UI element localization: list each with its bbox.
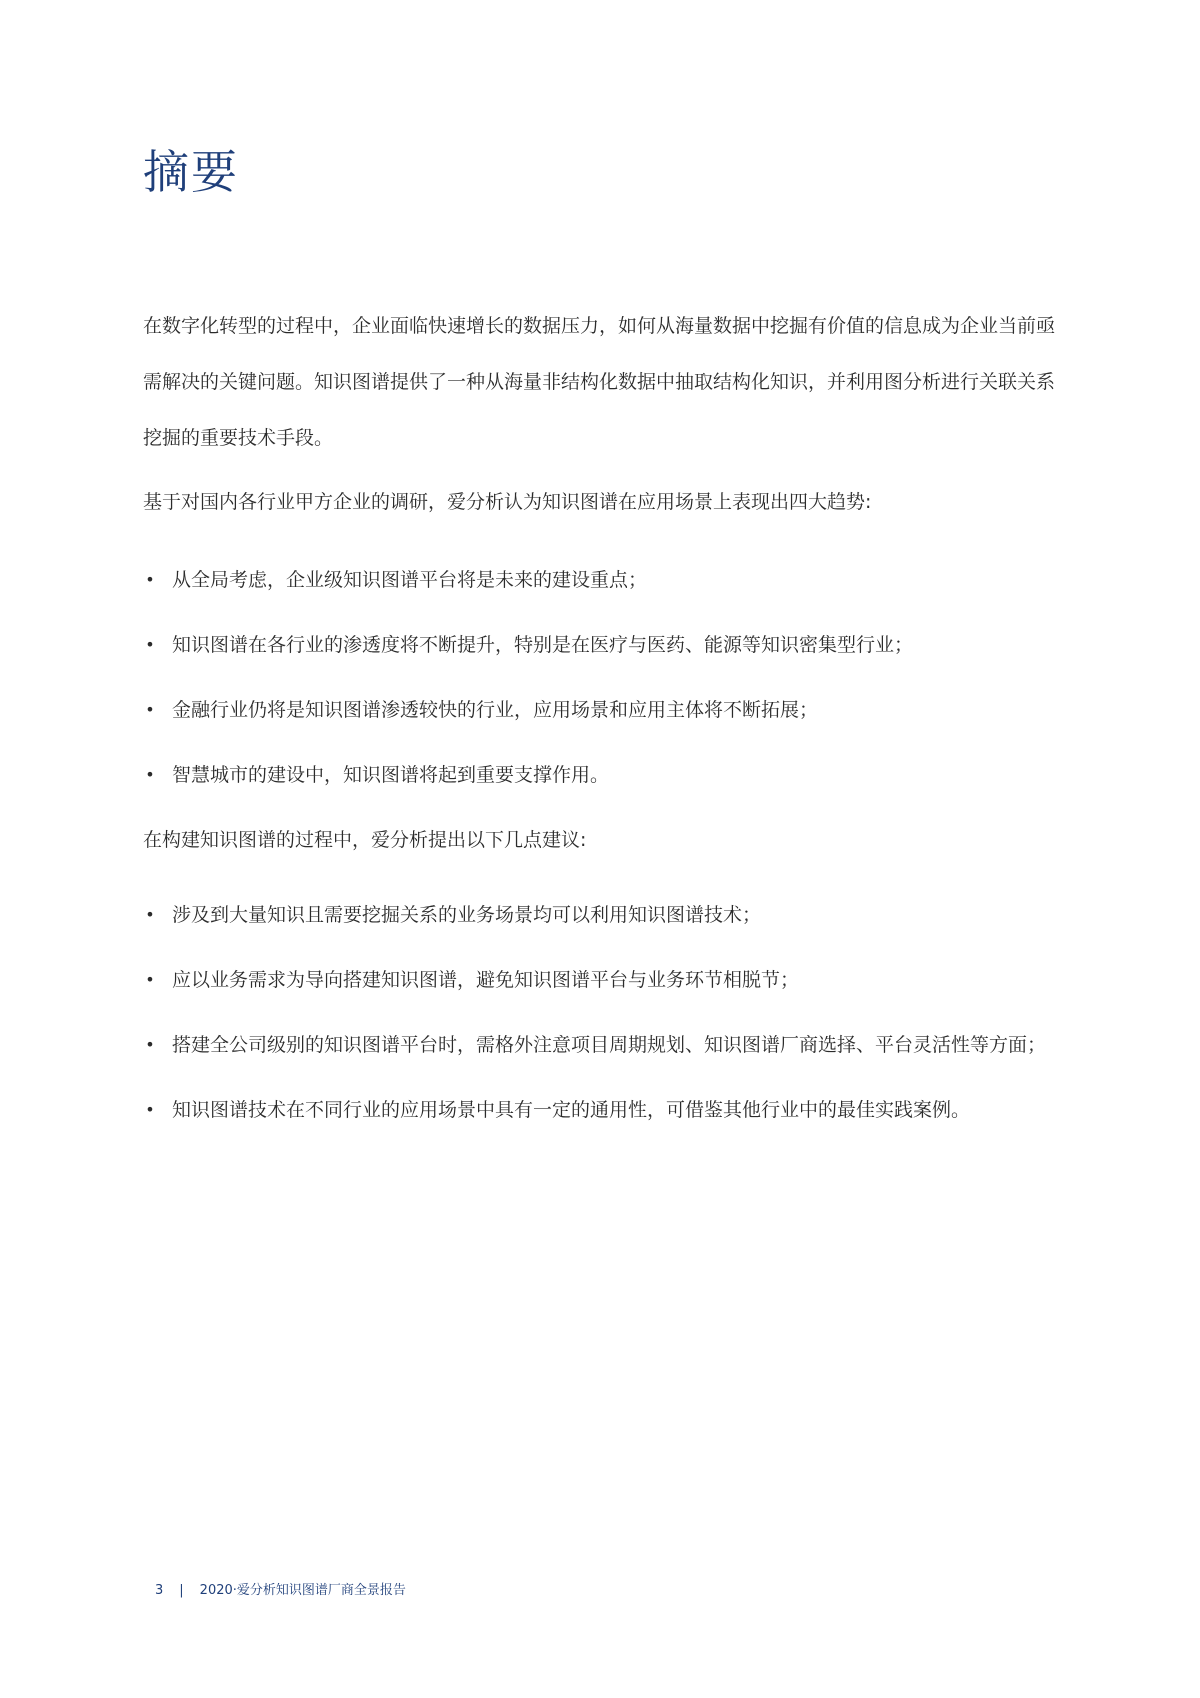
list-item-text: 从全局考虑，企业级知识图谱平台将是未来的建设重点； — [172, 569, 648, 591]
list-item-text: 金融行业仍将是知识图谱渗透较快的行业，应用场景和应用主体将不断拓展； — [172, 699, 819, 721]
page-title: 摘要 — [143, 145, 239, 199]
list-item — [143, 560, 1063, 600]
list-item — [143, 960, 1063, 1000]
list-item-text: 知识图谱技术在不同行业的应用场景中具有一定的通用性，可借鉴其他行业中的最佳实践案例。 — [172, 1099, 971, 1121]
list-item — [143, 895, 1063, 935]
bullet-dot-icon: • — [145, 1100, 155, 1119]
bullet-dot-icon: • — [145, 570, 155, 589]
report-name: 2020·爱分析知识图谱厂商全景报告 — [199, 1583, 406, 1598]
bullet-dot-icon: • — [145, 700, 155, 719]
list-item-text: 搭建全公司级别的知识图谱平台时，需格外注意项目周期规划、知识图谱厂商选择、平台灵活性等方面； — [172, 1034, 1047, 1056]
trends-lead: 基于对国内各行业甲方企业的调研，爱分析认为知识图谱在应用场景上表现出四大趋势: — [143, 491, 872, 513]
bullet-dot-icon: • — [145, 1035, 155, 1054]
list-item-text: 应以业务需求为导向搭建知识图谱，避免知识图谱平台与业务环节相脱节； — [172, 969, 800, 991]
advice-list — [143, 895, 1063, 1155]
list-item — [143, 1090, 1063, 1130]
page-footer — [155, 1581, 406, 1601]
page-number: 3 — [155, 1583, 164, 1598]
list-item-text: 知识图谱在各行业的渗透度将不断提升，特别是在医疗与医药、能源等知识密集型行业； — [172, 634, 914, 656]
list-item-text: 智慧城市的建设中，知识图谱将起到重要支撑作用。 — [172, 764, 610, 786]
bullet-dot-icon: • — [145, 970, 155, 989]
list-item — [143, 690, 1063, 730]
bullet-dot-icon: • — [145, 765, 155, 784]
trends-list — [143, 560, 1063, 820]
footer-separator: | — [179, 1583, 184, 1598]
list-item-text: 涉及到大量知识且需要挖掘关系的业务场景均可以利用知识图谱技术； — [172, 904, 762, 926]
bullet-dot-icon: • — [145, 905, 155, 924]
bullet-dot-icon: • — [145, 635, 155, 654]
list-item — [143, 755, 1063, 795]
list-item — [143, 1025, 1063, 1065]
list-item — [143, 625, 1063, 665]
advice-lead: 在构建知识图谱的过程中，爱分析提出以下几点建议: — [143, 829, 587, 851]
intro-paragraph: 在数字化转型的过程中，企业面临快速增长的数据压力，如何从海量数据中挖掘有价值的信息成为企业当前亟需解决的关键问题。知识图谱提供了一种从海量非结构化数据中抽取结构化知识，并利用图分析进行关联关系挖掘的重要技术手段。 — [143, 315, 1056, 449]
